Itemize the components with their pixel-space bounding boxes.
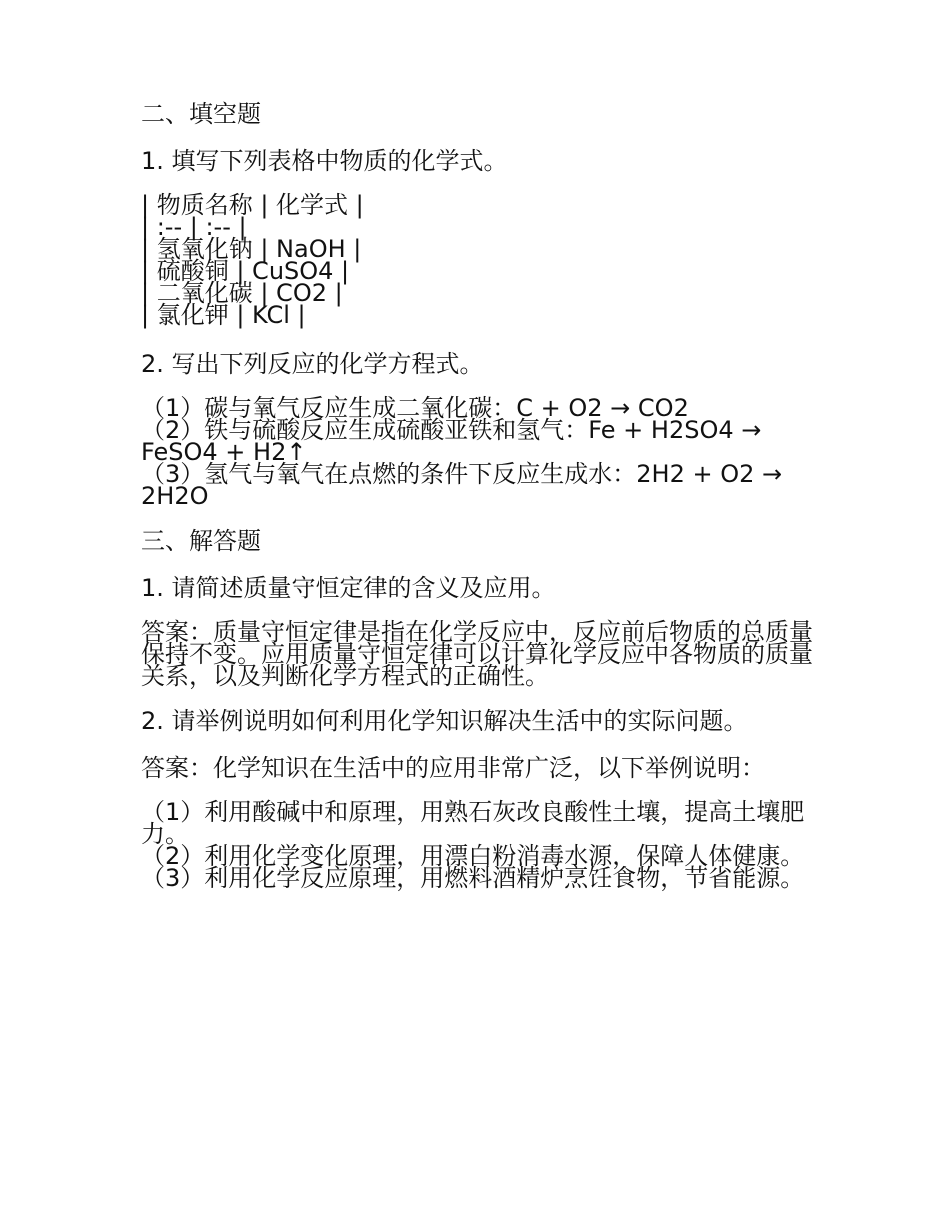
- section-3-q2-answer-intro: 答案：化学知识在生活中的应用非常广泛，以下举例说明：: [141, 754, 765, 782]
- document-page: [141, 100, 813, 909]
- table-row: | 硫酸铜 | CuSO4 |: [141, 257, 350, 285]
- table-row: | 氯化钾 | KCl |: [141, 301, 306, 329]
- section-2-q1-prompt: 1. 填写下列表格中物质的化学式。: [141, 147, 508, 175]
- section-3-q1-answer: 答案：质量守恒定律是指在化学反应中，反应前后物质的总质量保持不变。应用质量守恒定律可以计算化学反应中各物质的质量关系，以及判断化学方程式的正确性。: [141, 618, 813, 690]
- example-list: [141, 798, 813, 892]
- example-item: （3）利用化学反应原理，用燃料酒精炉烹饪食物，节省能源。: [141, 864, 805, 892]
- equation-item: （2）铁与硫酸反应生成硫酸亚铁和氢气：Fe + H2SO4 → FeSO4 + H2↑: [141, 416, 762, 466]
- section-2-q2-prompt: 2. 写出下列反应的化学方程式。: [141, 350, 484, 378]
- example-item: （2）利用化学变化原理，用漂白粉消毒水源，保障人体健康。: [141, 842, 805, 870]
- equation-item: （1）碳与氧气反应生成二氧化碳：C + O2 → CO2: [141, 394, 689, 422]
- section-3-q1-prompt: 1. 请简述质量守恒定律的含义及应用。: [141, 574, 556, 602]
- substance-table: [141, 191, 813, 329]
- table-row: | 氢氧化钠 | NaOH |: [141, 235, 362, 263]
- section-3-q2-prompt: 2. 请举例说明如何利用化学知识解决生活中的实际问题。: [141, 707, 748, 735]
- section-3-title: 三、解答题: [141, 527, 261, 555]
- table-align-row: | :-- | :-- |: [141, 213, 247, 241]
- table-header-row: | 物质名称 | 化学式 |: [141, 191, 364, 219]
- table-row: | 二氧化碳 | CO2 |: [141, 279, 343, 307]
- example-item: （1）利用酸碱中和原理，用熟石灰改良酸性土壤，提高土壤肥力。: [141, 798, 805, 848]
- section-2-title: 二、填空题: [141, 100, 261, 128]
- equation-item: （3）氢气与氧气在点燃的条件下反应生成水：2H2 + O2 → 2H2O: [141, 460, 783, 510]
- equation-list: [141, 394, 813, 510]
